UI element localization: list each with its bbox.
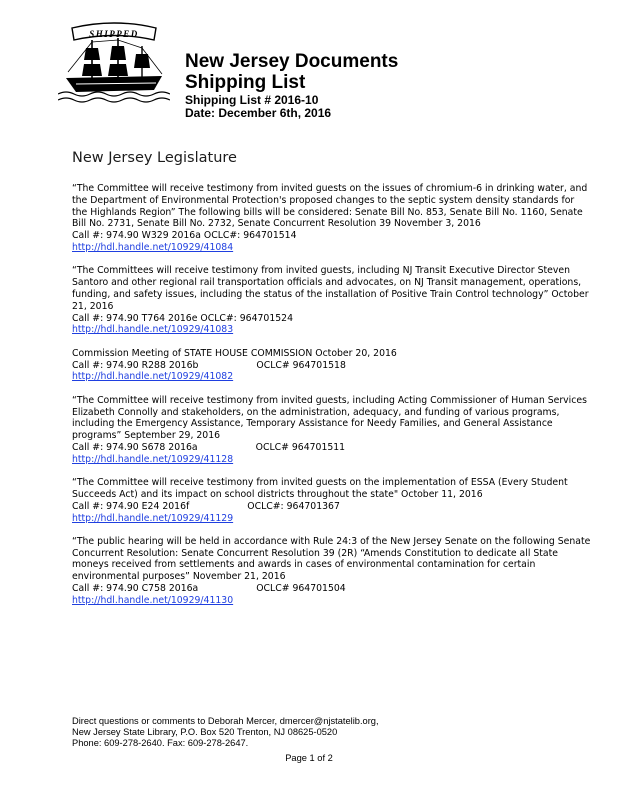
oclc-number: OCLC# 964701518 [256, 359, 346, 371]
shipping-list-date: Date: December 6th, 2016 [185, 106, 332, 120]
footer-phone-line: Phone: 609-278-2640. Fax: 609-278-2647. [72, 738, 249, 748]
document-title-line2: Shipping List [185, 72, 306, 93]
list-item [72, 348, 592, 383]
call-number: Call #: 974.90 W329 2016a [72, 230, 201, 242]
logo-text: SHIPPED [89, 29, 139, 39]
call-number: Call #: 974.90 E24 2016f [72, 500, 190, 512]
call-number: Call #: 974.90 R288 2016b [72, 359, 199, 371]
shipping-list-number: Shipping List # 2016-10 [185, 93, 319, 107]
oclc-number: OCLC#: 964701514 [203, 230, 297, 242]
entry-description: “The Committee will receive testimony from invited guests on the implementation of ESSA (Every Student Succeeds Act) and its impact on school districts throughout the state" October 11, 2016 [72, 477, 568, 500]
entry-handle-link[interactable]: http://hdl.handle.net/10929/41083 [72, 324, 234, 336]
entry-call-number [72, 360, 592, 372]
oclc-number: OCLC# 964701511 [255, 441, 346, 453]
entry-handle-link[interactable]: http://hdl.handle.net/10929/41082 [72, 371, 234, 383]
entry-description: “The Committee will receive testimony from invited guests on the issues of chromium-6 in drinking water, and the Department of Environmental Protection's proposed changes to the septic system density standards for the Highlands Region” The following bills will be considered: Senate Bill No. 853, Senate Bill No. 1160, Senate Bill No. 2731, Senate Bill No. 2732, Senate Concurrent Resolution 39 November 3, 2016 [72, 183, 588, 230]
entry-description: “The Committees will receive testimony from invited guests, including NJ Transit Executive Director Steven Santoro and other regional rail transportation officials and advocates, on NJ Transit management, operations, funding, and safety issues, including the status of the installation of Positive Train Control technology” October 21, 2016 [72, 265, 589, 312]
entry-call-number [72, 583, 592, 595]
entry-call-number [72, 442, 592, 454]
list-item [72, 395, 592, 466]
call-number: Call #: 974.90 T764 2016e [72, 312, 198, 324]
entry-description: Commission Meeting of STATE HOUSE COMMISSION October 20, 2016 [72, 347, 397, 359]
footer-address-line: New Jersey State Library, P.O. Box 520 Trenton, NJ 08625-0520 [72, 727, 338, 737]
list-item [72, 183, 592, 254]
entry-description: “The public hearing will be held in accordance with Rule 24:3 of the New Jersey Senate on the following Senate Concurrent Resolution: Senate Concurrent Resolution 39 (2R) “Amends Constitution to dedicate all State moneys received from settlements and awards in cases of environmental contamination for certain environmental purposes” November 21, 2016 [72, 535, 591, 583]
document-title-line1: New Jersey Documents [185, 51, 399, 72]
call-number: Call #: 974.90 C758 2016a [72, 583, 199, 595]
oclc-number: OCLC#: 964701524 [200, 312, 293, 324]
footer-contact-line: Direct questions or comments to Deborah Mercer, dmercer@njstatelib.org, [72, 716, 379, 726]
entry-handle-link[interactable]: http://hdl.handle.net/10929/41084 [72, 241, 234, 253]
section-title: New Jersey Legislature [72, 150, 237, 166]
list-item [72, 477, 592, 524]
entry-description: “The Committee will receive testimony from invited guests, including Acting Commissioner of Human Services Elizabeth Connolly and stakeholders, on the administration, adequacy, and funding of various programs, including the Emergency Assistance, Temporary Assistance for Needy Families, and General Assistance programs” September 29, 2016 [72, 394, 587, 442]
shipped-ship-logo [58, 16, 170, 104]
contact-footer [72, 716, 592, 749]
list-item [72, 265, 592, 336]
oclc-number: OCLC# 964701504 [256, 583, 346, 595]
entry-handle-link[interactable]: http://hdl.handle.net/10929/41128 [72, 453, 234, 465]
document-header [185, 51, 595, 120]
page-number: Page 1 of 2 [285, 753, 333, 763]
entry-call-number [72, 313, 592, 325]
list-item [72, 536, 592, 607]
call-number: Call #: 974.90 S678 2016a [72, 441, 198, 453]
oclc-number: OCLC#: 964701367 [247, 500, 340, 512]
entry-call-number [72, 230, 592, 242]
entry-list [72, 183, 592, 618]
entry-handle-link[interactable]: http://hdl.handle.net/10929/41130 [72, 594, 234, 606]
entry-call-number [72, 501, 592, 513]
entry-handle-link[interactable]: http://hdl.handle.net/10929/41129 [72, 512, 234, 524]
